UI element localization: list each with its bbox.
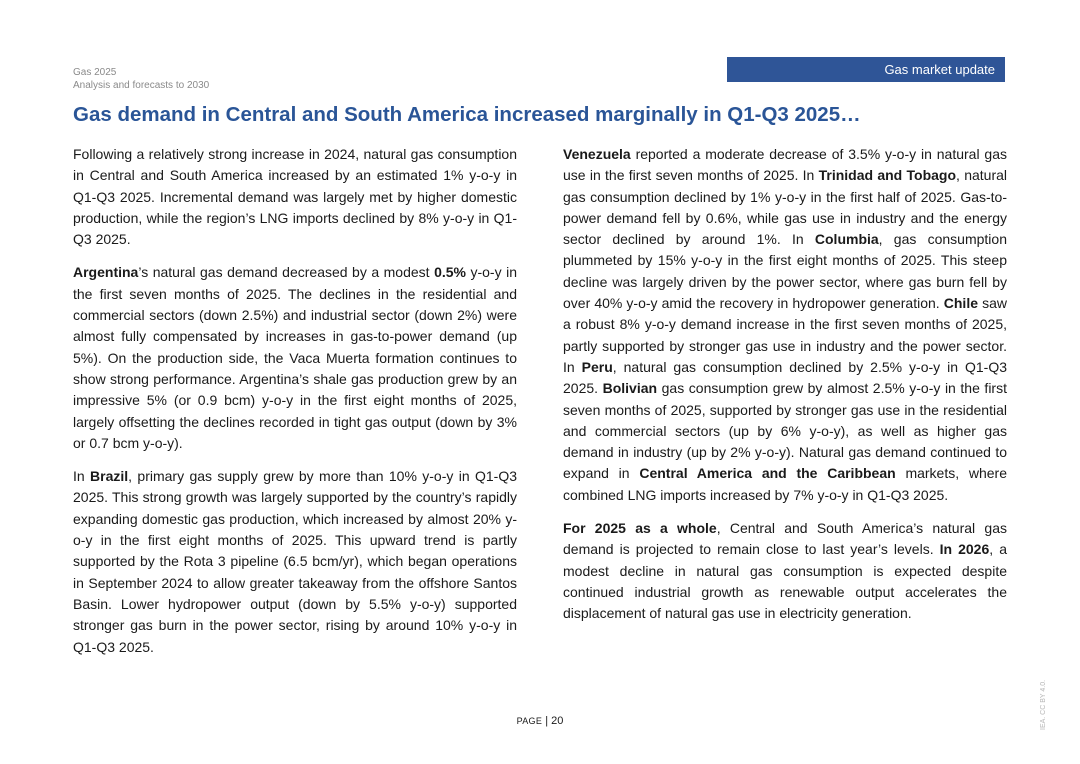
country-name: Peru	[581, 358, 613, 375]
country-name: Venezuela	[563, 146, 631, 162]
document-title: Gas 2025	[73, 67, 117, 78]
section-label: Gas market update	[727, 57, 1005, 82]
page-number: PAGE | 20	[516, 715, 564, 727]
document-subtitle: Analysis and forecasts to 2030	[73, 80, 210, 91]
brazil-paragraph: In Brazil, primary gas supply grew by more than 10% y-o-y in Q1-Q3 2025. This strong growth was largely supported by the country’s rapidly expanding domestic gas production, which increased by almost 20% y-o-y in the first eight months of 2025. This upward trend is partly supported by the Rota 3 pipeline (6.5 bcm/yr), which began operations in September 2024 to allow greater takeaway from the offshore Santos Basin. Lower hydropower output (down by 5.5% y-o-y) supported stronger gas burn in the power sector, rising by around 10% y-o-y in Q1-Q3 2025.	[73, 468, 518, 655]
highlight-value: 0.5%	[434, 264, 466, 281]
regional-paragraph: Venezuela reported a moderate decrease of 3.5% y-o-y in natural gas use in the first seven months of 2025. In Trinidad and Tobago, natural gas consumption declined by 1% y-o-y in the first half of 2025. Gas-to-power demand fell by 0.6%, while gas use in industry and the energy sector declined by around 1%. In Columbia, gas consumption plummeted by 15% y-o-y in the first eight months of 2025. This steep decline was largely driven by the power sector, where gas burn fell by over 40% y-o-y amid the recovery in hydropower generation. Chile saw a robust 8% y-o-y demand increase in the first seven months of 2025, partly supported by stronger gas use in industry and the power sector. In Peru, natural gas consumption declined by 2.5% y-o-y in Q1-Q3 2025. Bolivian gas consumption grew by almost 2.5% y-o-y in the first seven months of 2025, supported by stronger gas use in the residential and commercial sectors (up by 6% y-o-y), as well as higher gas demand in industry (up by 2% y-o-y). Natural gas demand continued to expand in Central America and the Caribbean markets, where combined LNG imports increased by 7% y-o-y in Q1-Q3 2025.	[563, 146, 1008, 503]
page-label: PAGE	[516, 716, 543, 726]
license-note: IEA. CC BY 4.0.	[1040, 679, 1047, 730]
intro-paragraph: Following a relatively strong increase in 2024, natural gas consumption in Central and South America increased by an estimated 1% y-o-y in Q1-Q3 2025. Incremental demand was largely met by higher domestic production, while the region’s LNG imports declined by 8% y-o-y in Q1-Q3 2025.	[73, 146, 517, 248]
outlook-lead: For 2025 as a whole	[563, 520, 717, 537]
left-column	[73, 144, 517, 670]
argentina-paragraph: Argentina’s natural gas demand decreased by a modest 0.5% y-o-y in the first seven months of 2025. The declines in the residential and commercial sectors (down 2.5%) and industrial sector (down 2%) were almost fully compensated by increases in gas-to-power demand (up 5%). On the production side, the Vaca Muerta formation continues to show strong performance. Argentina’s shale gas production grew by an impressive 5% (or 0.9 bcm) y-o-y in the first eight months of 2025, largely offsetting the declines recorded in tight gas output (down by 3% or 0.7 bcm y-o-y).	[73, 264, 517, 451]
page-title: Gas demand in Central and South America increased marginally in Q1-Q3 2025…	[73, 103, 861, 126]
country-name: Columbia	[814, 231, 879, 248]
region-name: Central America and the Caribbean	[639, 465, 896, 482]
outlook-paragraph: For 2025 as a whole, Central and South America’s natural gas demand is projected to remain close to last year’s levels. In 2026, a modest decline in natural gas consumption is expected despite continued industrial growth as renewable output accelerates the displacement of natural gas use in electricity generation.	[563, 520, 1007, 622]
country-name: Bolivian	[602, 380, 658, 397]
country-name: Chile	[943, 295, 978, 312]
country-name: Argentina	[73, 264, 139, 281]
country-name: Brazil	[90, 468, 129, 485]
outlook-lead: In 2026	[939, 541, 990, 558]
country-name: Trinidad and Tobago	[818, 167, 957, 184]
right-column	[563, 144, 1007, 637]
document-meta	[73, 66, 209, 92]
page-number-value: 20	[551, 715, 564, 727]
